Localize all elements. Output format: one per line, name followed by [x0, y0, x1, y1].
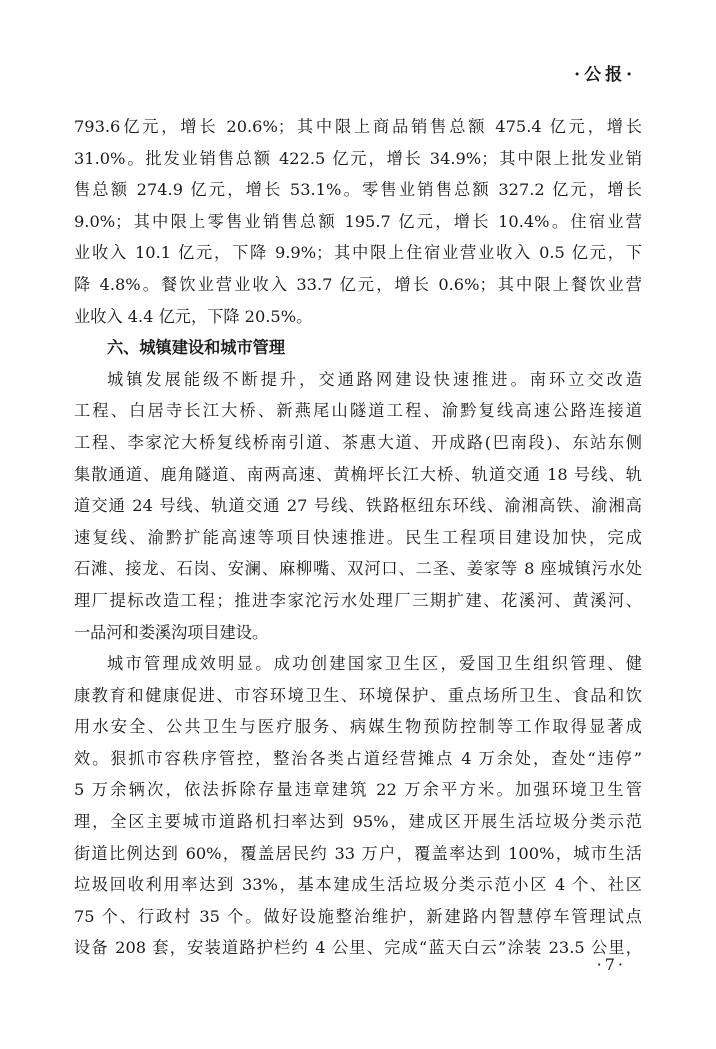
- text-line: 工程、李家沱大桥复线桥南引道、茶惠大道、开成路(巴南段)、东站东侧: [74, 432, 642, 452]
- section-heading: 六、城镇建设和城市管理: [107, 338, 286, 358]
- text-line: 5 万余辆次，依法拆除存量违章建筑 22 万余平方米。加强环境卫生管: [74, 780, 642, 800]
- text-line: 一品河和娄溪沟项目建设。: [74, 622, 269, 642]
- text-line: 31.0%。批发业销售总额 422.5 亿元，增长 34.9%；其中限上批发业销: [74, 148, 642, 168]
- text-line: 康教育和健康促进、市容环境卫生、环境保护、重点场所卫生、食品和饮: [74, 685, 642, 705]
- text-line: 用水安全、公共卫生与医疗服务、病媒生物预防控制等工作取得显著成: [74, 717, 642, 737]
- text-line: 降 4.8%。餐饮业营业收入 33.7 亿元，增长 0.6%；其中限上餐饮业营: [74, 274, 642, 294]
- text-line: 垃圾回收利用率达到 33%，基本建成生活垃圾分类示范小区 4 个、社区: [74, 875, 642, 895]
- bulletin-header: ·公报·: [574, 65, 636, 85]
- text-line: 业收入 4.4 亿元，下降 20.5%。: [74, 306, 313, 326]
- text-line: 理厂提标改造工程；推进李家沱污水处理厂三期扩建、花溪河、黄溪河、: [74, 590, 642, 610]
- text-line: 速复线、渝黔扩能高速等项目快速推进。民生工程项目建设加快，完成: [74, 527, 642, 547]
- text-line: 集散通道、鹿角隧道、南两高速、黄桷坪长江大桥、轨道交通 18 号线、轨: [74, 464, 642, 484]
- document-body: [74, 111, 642, 964]
- text-line: 工程、白居寺长江大桥、新燕尾山隧道工程、渝黔复线高速公路连接道: [74, 401, 642, 421]
- text-line: 售总额 274.9 亿元，增长 53.1%。零售业销售总额 327.2 亿元，增长: [74, 180, 642, 200]
- text-line: 城市管理成效明显。成功创建国家卫生区，爱国卫生组织管理、健: [107, 654, 642, 674]
- text-line: 793.6亿元，增长 20.6%；其中限上商品销售总额 475.4 亿元，增长: [74, 117, 642, 136]
- text-line: 理，全区主要城市道路机扫率达到 95%，建成区开展生活垃圾分类示范: [74, 812, 642, 832]
- text-line: 75 个、行政村 35 个。做好设施整治维护，新建路内智慧停车管理试点: [74, 906, 642, 926]
- text-line: 效。狠抓市容秩序管控，整治各类占道经营摊点 4 万余处，查处“违停”: [74, 748, 642, 768]
- text-line: 城镇发展能级不断提升，交通路网建设快速推进。南环立交改造: [107, 369, 642, 389]
- text-line: 道交通 24 号线、轨道交通 27 号线、铁路枢纽东环线、渝湘高铁、渝湘高: [74, 496, 642, 516]
- text-line: 街道比例达到 60%，覆盖居民约 33 万户，覆盖率达到 100%，城市生活: [74, 843, 642, 863]
- text-line: 石滩、接龙、石岗、安澜、麻柳嘴、双河口、二圣、姜家等 8 座城镇污水处: [74, 559, 642, 579]
- text-line: 设备 208 套，安装道路护栏约 4 公里、完成“蓝天白云”涂装 23.5 公里，: [74, 938, 642, 958]
- page-number: ·7·: [596, 955, 626, 974]
- text-line: 业收入 10.1 亿元，下降 9.9%；其中限上住宿业营业收入 0.5 亿元，下: [74, 243, 642, 263]
- text-line: 9.0%；其中限上零售业销售总额 195.7 亿元，增长 10.4%。住宿业营: [74, 211, 642, 231]
